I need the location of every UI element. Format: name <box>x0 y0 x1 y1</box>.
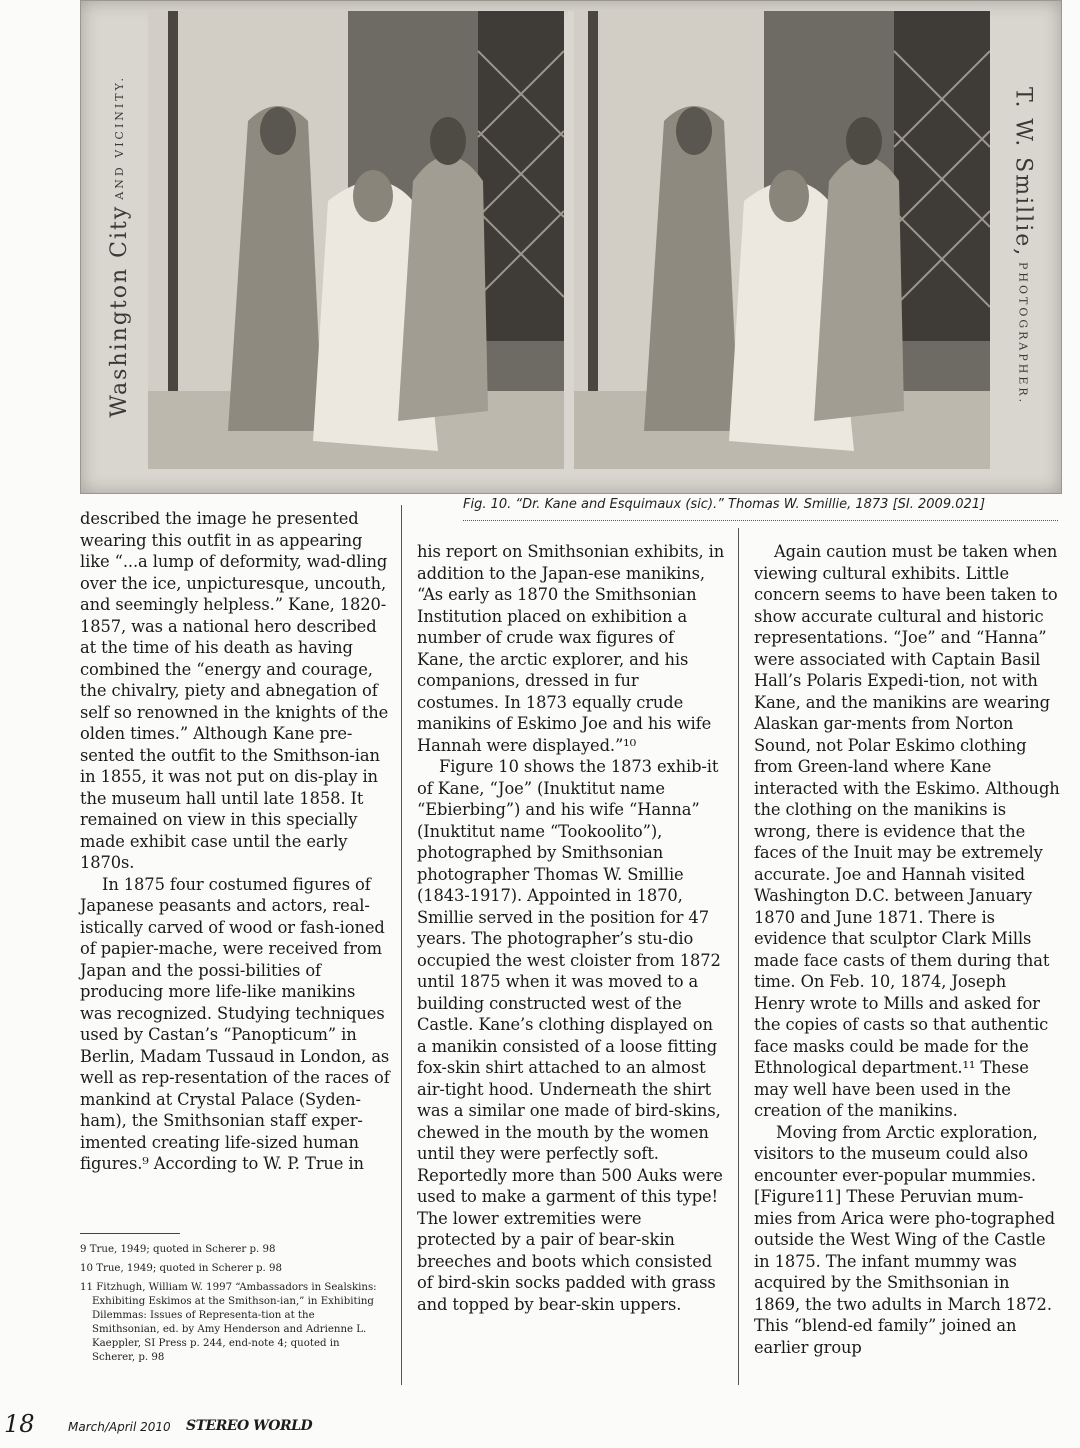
paragraph: Figure 10 shows the 1873 exhib-it of Kane, “Joe” (Inuktitut name “Ebierbing”) and his wife “Hanna” (Inuktitut name “Tookoolito”), photographed by Smithsonian photographer Thomas W. Smillie (1843-1917). Appointed in 1870, Smillie served in the position for 47 years. The photographer’s stu-dio occupied the west cloister from 1872 until 1875 when it was moved to a building constructed west of the Castle. Kane’s clothing displayed on a manikin consisted of a loose fitting fox-skin shirt attached to an almost air-tight hood. Underneath the shirt was a similar one made of bird-skins, chewed in the mouth by the women until they were perfectly soft. Reportedly more than 500 Auks were used to make a garment of this type! The lower extremities were protected by a pair of bear-skin breeches and boots which consisted of bird-skin socks padded with grass and topped by bear-skin uppers. <box>417 757 723 1314</box>
paragraph: described the image he presented wearing this outfit in as appearing like “...a lump of deformity, wad-dling over the ice, unpicturesque, uncouth, and seemingly helpless.” Kane, 1820-1857, was a national hero described at the time of his death as having combined the “energy and courage, the chivalry, piety and abnegation of self so renowned in the knights of the olden times.” Although Kane pre-sented the outfit to the Smithson-ian in 1855, it was not put on dis-play in the museum hall until late 1858. It remained on view in this specially made exhibit case until the early 1870s. <box>80 509 389 872</box>
stereo-image-left <box>148 11 564 469</box>
column-rule-1 <box>401 505 402 1385</box>
footnote-divider <box>80 1233 180 1234</box>
figure-caption: Fig. 10. “Dr. Kane and Esquimaux (sic).” Thomas W. Smillie, 1873 [SI. 2009.021] <box>463 497 986 512</box>
column-rule-2 <box>738 528 739 1385</box>
paragraph: Moving from Arctic exploration, visitors to the museum could also encounter ever-popular mummies. [Figure11] These Peruvian mum-mies from Arica were pho-tographed outside the West Wing of the Castle in 1875. The infant mummy was acquired by the Smithsonian in 1869, the two adults in March 1872. This “blend-ed family” joined an earlier group <box>754 1122 1055 1357</box>
paragraph: In 1875 four costumed figures of Japanese peasants and actors, real-istically carved of wood or fash-ioned of papier-mache, were received from Japan and the possi-bilities of producing more life-like manikins was recognized. Studying techniques used by Castan’s “Panopticum” in Berlin, Madam Tussaud in London, as well as rep-resentation of the races of mankind at Crystal Palace (Syden-ham), the Smithsonian staff exper-imented creating life-sized human figures.⁹ According to W. P. True in <box>80 874 390 1173</box>
right-imprint <box>993 86 1053 406</box>
right-imprint-subtitle: PHOTOGRAPHER. <box>1016 262 1030 406</box>
magazine-title: STEREO WORLD <box>186 1418 313 1434</box>
text-column-1 <box>80 508 390 1175</box>
issue-date: March/April 2010 <box>68 1420 171 1434</box>
left-imprint-subtitle: AND VICINITY. <box>112 74 126 200</box>
caption-divider <box>463 520 1058 521</box>
footnote: 9 True, 1949; quoted in Scherer p. 98 <box>80 1244 276 1255</box>
stereoview-photo <box>80 0 1062 494</box>
page-footer <box>0 1410 1080 1440</box>
left-imprint <box>89 74 149 418</box>
stereo-image-right <box>574 11 990 469</box>
footnotes <box>80 1243 385 1370</box>
paragraph: Again caution must be taken when viewing cultural exhibits. Little concern seems to have been taken to show accurate cultural and historic representations. “Joe” and “Hanna” were associated with Captain Basil Hall’s Polaris Expedi-tion, not with Kane, and the manikins are wearing Alaskan gar-ments from Norton Sound, not Polar Eskimo clothing from Green-land where Kane interacted with the Eskimo. Although the clothing on the manikins is wrong, there is evidence that the faces of the Inuit may be extremely accurate. Joe and Hannah visited Washington D.C. between January 1870 and June 1871. There is evidence that sculptor Clark Mills made face casts of them during that time. On Feb. 10, 1874, Joseph Henry wrote to Mills and asked for the copies of casts so that authentic face masks could be made for the Ethnological department.¹¹ These may well have been used in the creation of the manikins. <box>754 542 1060 1120</box>
left-imprint-title: Washington City <box>106 204 132 418</box>
text-column-2 <box>417 541 725 1315</box>
page-number: 18 <box>4 1410 35 1438</box>
right-imprint-title: T. W. Smillie, <box>1010 86 1036 257</box>
text-column-3 <box>754 541 1060 1358</box>
paragraph: his report on Smithsonian exhibits, in addition to the Japan-ese manikins, “As early as 1870 the Smithsonian Institution placed on exhibition a number of crude wax figures of Kane, the arctic explorer, and his companions, dressed in fur costumes. In 1873 equally crude manikins of Eskimo Joe and his wife Hannah were displayed.”¹⁰ <box>417 542 725 755</box>
footnote: 11 Fitzhugh, William W. 1997 “Ambassadors in Sealskins: Exhibiting Eskimos at the Smithson-ian,” in Exhibiting Dilemmas: Issues of Representa-tion at the Smithsonian, ed. by Amy Henderson and Adrienne L. Kaeppler, SI Press p. 244, end-note 4; quoted in Scherer, p. 98 <box>80 1282 377 1363</box>
footnote: 10 True, 1949; quoted in Scherer p. 98 <box>80 1263 282 1274</box>
